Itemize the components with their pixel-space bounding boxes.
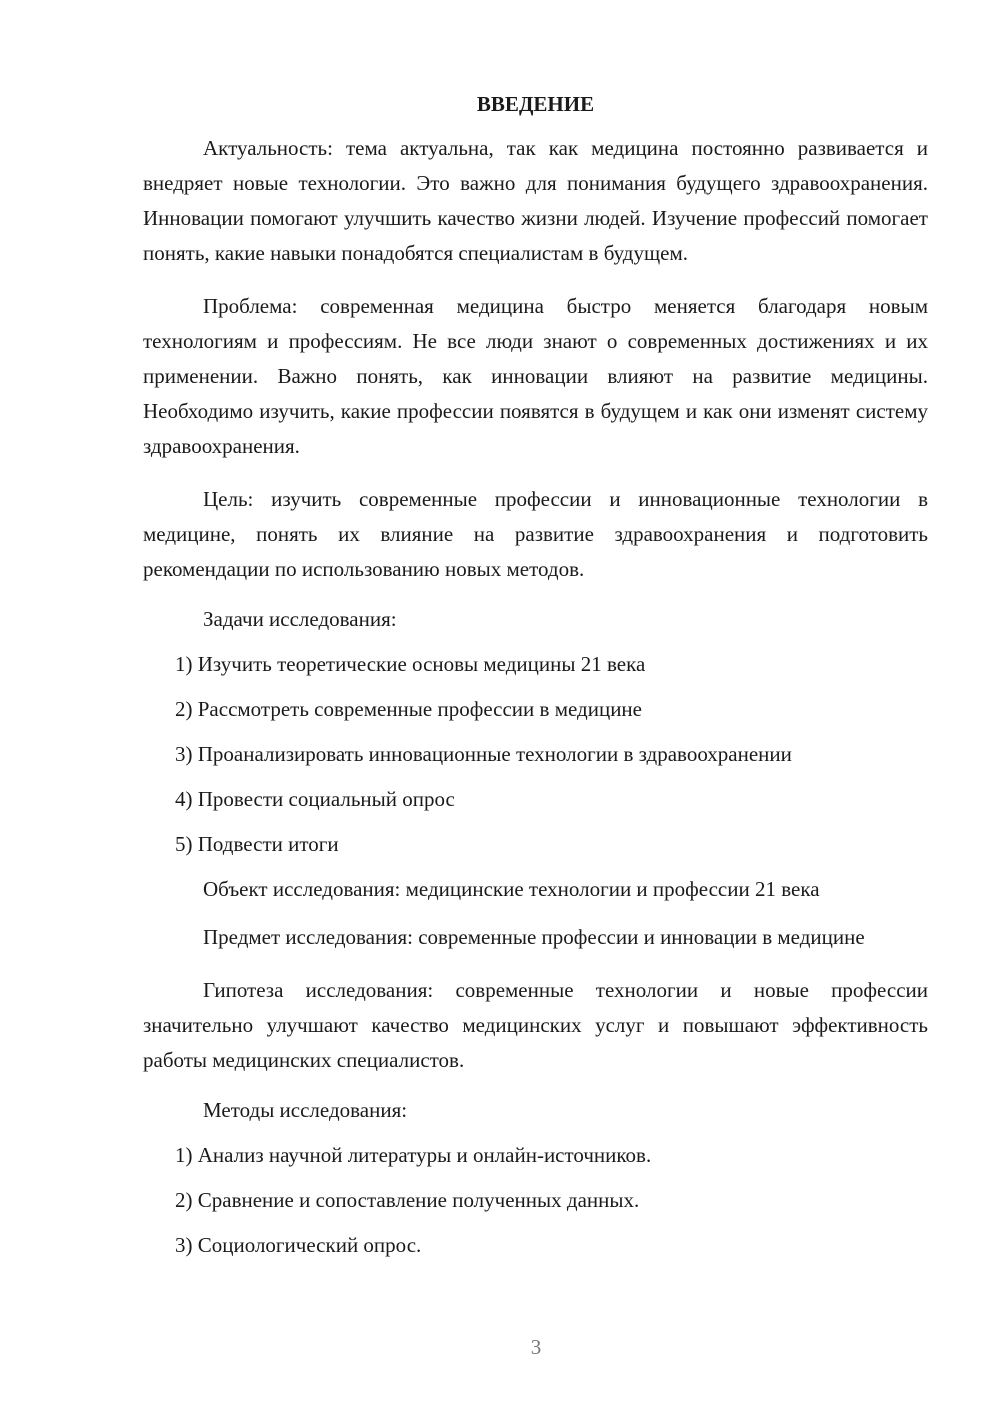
- list-item: 3) Социологический опрос.: [175, 1233, 422, 1257]
- subject-paragraph: Предмет исследования: современные профессии и инновации в медицине: [203, 925, 865, 949]
- page-number: 3: [530, 1335, 542, 1359]
- tasks-list: [143, 650, 928, 858]
- goal-paragraph: Цель: изучить современные профессии и инновационные технологии в медицине, понять их влияние на развитие здравоохранения и подготовить рекомендации по использованию новых методов.: [143, 487, 928, 581]
- methods-heading: Методы исследования:: [203, 1098, 408, 1122]
- list-item: 2) Сравнение и сопоставление полученных данных.: [175, 1188, 640, 1212]
- page-title: ВВЕДЕНИЕ: [476, 92, 595, 116]
- list-item: 1) Анализ научной литературы и онлайн-источников.: [175, 1143, 652, 1167]
- list-item: 4) Провести социальный опрос: [175, 787, 455, 811]
- object-line: Объект исследования: медицинские технологии и профессии 21 века: [203, 877, 820, 901]
- document-page: [143, 92, 928, 1276]
- methods-list: [143, 1141, 928, 1259]
- hypothesis-paragraph: Гипотеза исследования: современные технологии и новые профессии значительно улучшают качество медицинских услуг и повышают эффективность работы медицинских специалистов.: [143, 978, 928, 1072]
- problem-paragraph: Проблема: современная медицина быстро меняется благодаря новым технологиям и профессиям. Не все люди знают о современных достижениях и их применении. Важно понять, как инновации влияют на развитие медицины. Необходимо изучить, какие профессии появятся в будущем и как они изменят систему здравоохранения.: [143, 294, 928, 458]
- tasks-heading: Задачи исследования:: [203, 607, 397, 631]
- list-item: 2) Рассмотреть современные профессии в медицине: [175, 697, 642, 721]
- relevance-paragraph: Актуальность: тема актуальна, так как медицина постоянно развивается и внедряет новые технологии. Это важно для понимания будущего здравоохранения. Инновации помогают улучшить качество жизни людей. Изучение профессий помогает понять, какие навыки понадобятся специалистам в будущем.: [143, 136, 928, 265]
- list-item: 1) Изучить теоретические основы медицины 21 века: [175, 652, 646, 676]
- list-item: 5) Подвести итоги: [175, 832, 339, 856]
- list-item: 3) Проанализировать инновационные технологии в здравоохранении: [175, 742, 792, 766]
